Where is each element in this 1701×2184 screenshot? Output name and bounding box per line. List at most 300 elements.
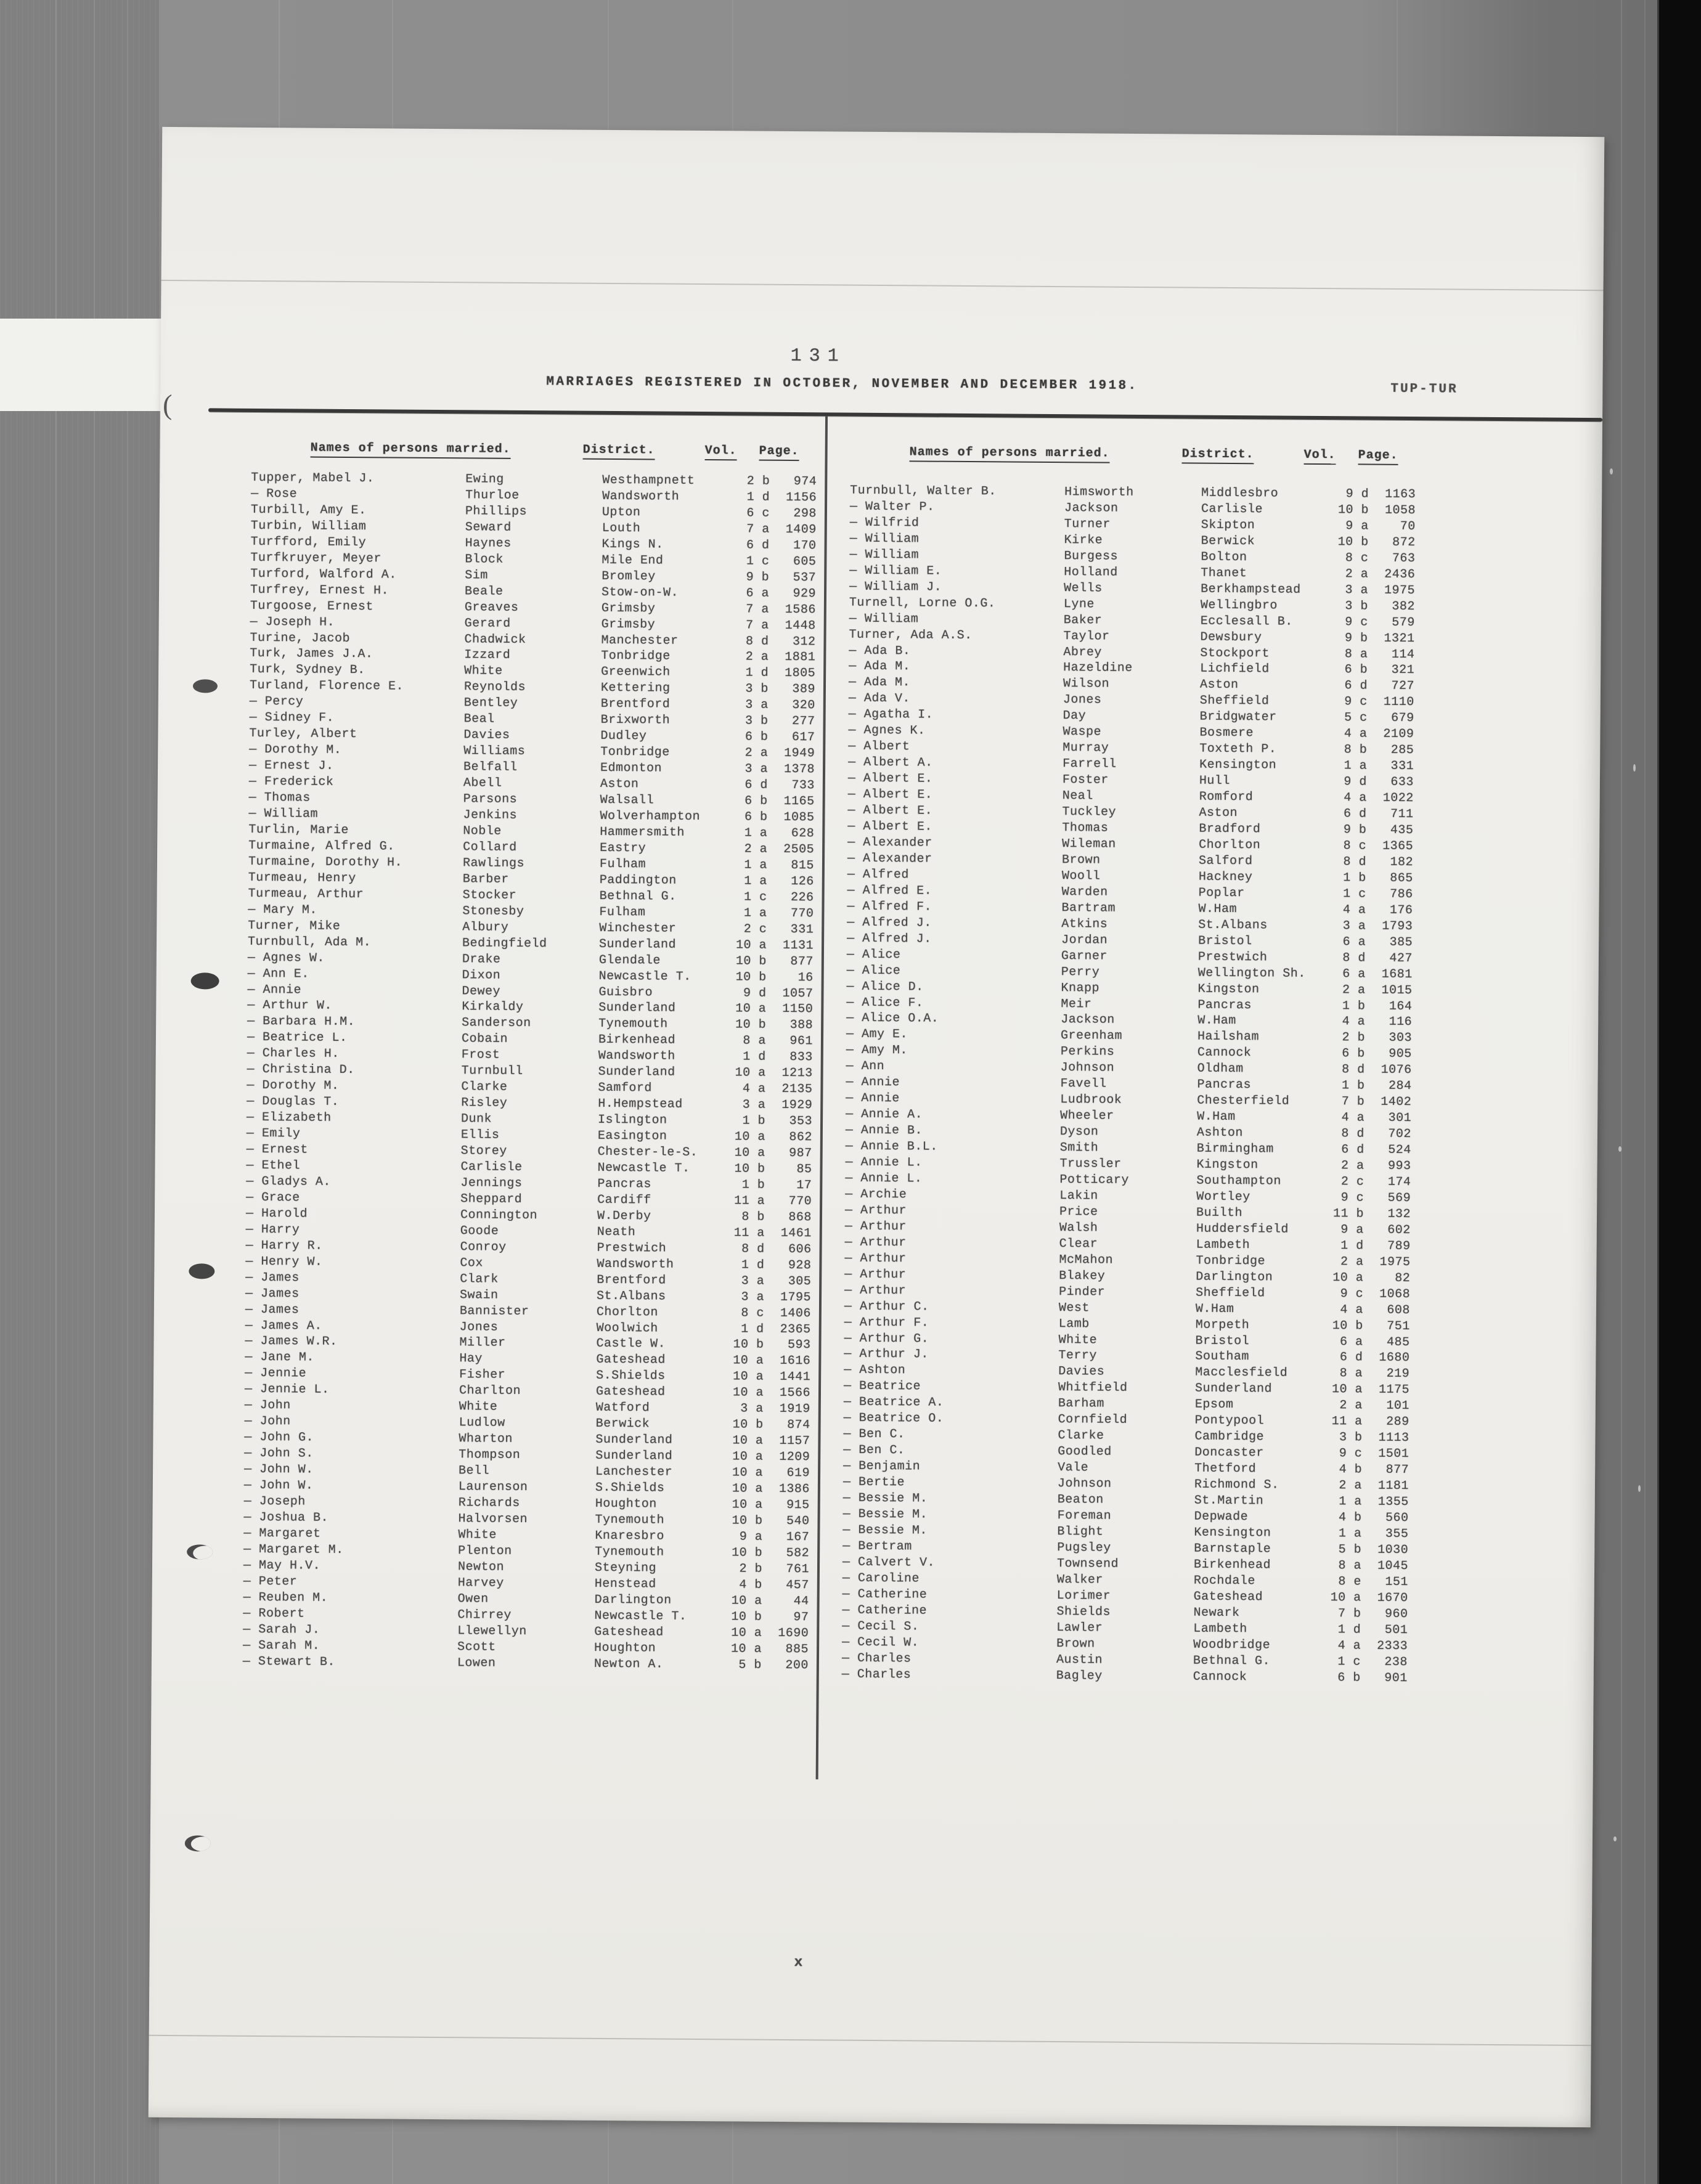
page-cell: 1670 [1377,1591,1408,1605]
surname-range-label: TUP-TUR [1390,381,1458,397]
district-cell: Prestwich [597,1241,667,1256]
page-cell: 1690 [778,1626,809,1640]
district-cell: Paddington [599,873,677,888]
volume-cell: 9 c [1339,1446,1363,1461]
volume-cell: 4 a [1340,1302,1364,1318]
name-cell: Turgoose, Ernest [250,598,373,614]
name-cell: — Alice [846,963,901,978]
volume-cell: 2 b [739,1562,763,1576]
page-cell: 560 [1385,1510,1409,1526]
binder-hole-mark [189,1263,214,1279]
spouse-surname-cell: Phillips [465,504,528,519]
record-row [243,1653,809,1673]
district-cell: Brixworth [600,713,671,728]
district-cell: W.Ham [1198,902,1238,916]
name-cell: — Grace [246,1190,300,1205]
district-cell: Pancras [597,1176,651,1192]
district-cell: Kensington [1194,1525,1271,1541]
district-cell: Woodbridge [1193,1637,1271,1653]
page-cell: 1881 [785,650,816,665]
name-cell: — William [849,547,920,563]
page-cell: 679 [1391,711,1414,726]
spouse-surname-cell: Bentley [463,696,518,711]
page-cell: 44 [793,1594,809,1608]
page-cell: 116 [1389,1015,1413,1030]
page-cell: 501 [1384,1623,1408,1637]
spouse-surname-cell: Stocker [462,888,517,903]
spouse-surname-cell: Blight [1057,1525,1104,1539]
page-cell: 602 [1387,1223,1411,1237]
spouse-surname-cell: Miller [459,1335,506,1351]
spouse-surname-cell: Connington [460,1208,538,1223]
spouse-surname-cell: Beale [464,584,504,599]
volume-cell: 3 b [744,714,769,729]
district-cell: Newcastle T. [597,1160,690,1176]
spouse-surname-cell: Abell [463,776,502,791]
district-cell: Pancras [1197,998,1252,1013]
volume-cell: 10 a [732,1481,763,1496]
page-cell: 1975 [1384,583,1416,598]
name-cell: — Beatrice [843,1379,921,1394]
page-cell: 1156 [786,490,817,505]
volume-cell: 8 a [743,1033,767,1049]
spouse-surname-cell: Thomas [1062,821,1109,836]
volume-cell: 4 b [1339,1462,1363,1477]
district-cell: Bethnal G. [599,889,677,904]
spouse-surname-cell: Noble [463,824,502,839]
name-cell: — Thomas [248,790,311,805]
district-cell: Woolwich [596,1321,658,1336]
binder-hole-mark [185,1835,211,1851]
name-cell: — Albert [848,739,910,754]
district-cell: Sunderland [598,1065,675,1080]
film-scratch [1621,0,1622,2184]
page-cell: 885 [785,1642,809,1656]
page-cell: 1975 [1379,1255,1411,1269]
name-cell: — Arthur [844,1251,907,1266]
name-cell: — Calvert V. [842,1555,936,1570]
name-cell: Turfkruyer, Meyer [250,550,382,566]
page-cell: 114 [1391,647,1415,662]
spouse-surname-cell: Smith [1059,1141,1099,1155]
binder-hole-mark [191,972,219,989]
record-row [842,1666,1408,1686]
volume-cell: 3 a [1345,583,1369,598]
volume-cell: 9 c [1340,1286,1364,1302]
spouse-surname-cell: Owen [457,1591,489,1607]
name-cell: — Ada M. [849,659,911,674]
spouse-surname-cell: Holland [1064,564,1118,580]
spouse-surname-cell: Wells [1064,581,1103,596]
spouse-surname-cell: Day [1063,709,1087,723]
name-cell: — Agnes K. [848,723,926,738]
spouse-surname-cell: McMahon [1059,1252,1114,1268]
spouse-surname-cell: Favell [1060,1077,1107,1091]
district-cell: Kettering [600,681,671,696]
district-cell: Berwick [1201,534,1255,549]
name-cell: — Bessie M. [842,1507,928,1522]
district-cell: Huddersfield [1196,1221,1289,1237]
name-cell: — Alice O.A. [846,1011,939,1027]
page-cell: 70 [1400,519,1416,534]
district-cell: Tonbridge [1196,1253,1266,1269]
volume-cell: 8 d [1341,1127,1365,1141]
volume-cell: 3 b [1339,1430,1363,1445]
district-cell: Manchester [601,633,679,648]
volume-cell: 8 d [1342,1062,1365,1077]
name-cell: — John [244,1414,291,1429]
page-cell: 284 [1388,1079,1412,1094]
district-cell: Southampton [1196,1173,1282,1189]
volume-cell: 8 a [1339,1366,1363,1381]
district-cell: Islington [597,1112,667,1128]
spouse-surname-cell: Wilson [1063,677,1110,692]
volume-cell: 2 a [744,842,768,857]
page-cell: 1076 [1381,1063,1412,1078]
page-cell: 1131 [782,938,814,953]
district-cell: Tonbridge [601,649,671,664]
spouse-surname-cell: Ewing [465,472,504,487]
name-cell: — Alfred [847,867,909,882]
spouse-surname-cell: Bannister [459,1303,529,1319]
spouse-surname-cell: Albury [462,919,509,935]
page-cell: 605 [793,554,817,569]
volume-cell: 2 a [1339,1478,1363,1493]
spouse-surname-cell: Townsend [1056,1556,1119,1571]
volume-cell: 10 b [731,1610,762,1624]
spouse-surname-cell: Storey [460,1144,507,1159]
page-cell: 1448 [785,618,816,633]
name-cell: — Caroline [842,1571,920,1586]
spouse-surname-cell: Swain [460,1287,499,1303]
page-cell: 1110 [1383,695,1414,710]
volume-cell: 1 a [744,826,768,841]
page-cell: 320 [792,698,815,713]
district-cell: Wandsworth [602,489,680,504]
page-cell: 524 [1388,1143,1411,1158]
volume-cell: 9 a [1340,1223,1364,1237]
name-cell: — Agatha I. [848,707,934,722]
name-cell: — John [244,1398,291,1413]
district-cell: Aston [1199,805,1238,821]
spouse-surname-cell: Blakey [1059,1268,1106,1284]
district-cell: Winchester [599,921,677,936]
page-cell: 606 [788,1242,812,1257]
spouse-surname-cell: Chadwick [464,632,526,647]
district-cell: Guisbro [598,985,653,1000]
volume-cell: 7 a [746,618,769,633]
volume-cell: 2 c [1340,1175,1364,1189]
volume-cell: 1 c [744,890,767,905]
page-cell: 238 [1384,1655,1408,1669]
spouse-surname-cell: Greaves [464,600,519,615]
name-cell: — Arthur C. [844,1299,929,1314]
name-cell: — Agnes W. [247,950,325,966]
volume-cell: 8 a [1344,646,1368,662]
page-cell: 457 [786,1578,809,1593]
district-cell: Gateshead [595,1385,666,1400]
district-cell: Cambridge [1194,1429,1265,1444]
page-cell: 974 [793,475,817,489]
district-cell: Tonbridge [600,745,670,760]
page-cell: 628 [791,826,815,841]
volume-cell: 9 a [1345,519,1369,534]
page-cell: 1365 [1382,839,1414,854]
page-cell: 928 [788,1258,812,1273]
volume-cell: 1 b [1342,998,1366,1014]
name-cell: — Barbara H.M. [247,1014,356,1030]
spouse-surname-cell: Neal [1062,789,1093,804]
name-cell: Turk, James J.A. [250,646,373,662]
district-cell: Henstead [594,1576,656,1592]
volume-cell: 10 a [734,1130,765,1144]
volume-cell: 10 a [731,1594,762,1608]
name-cell: — James [245,1286,300,1302]
name-cell: Turner, Ada A.S. [849,627,973,643]
page-cell: 770 [788,1194,812,1209]
name-cell: — Alice D. [846,979,924,995]
page-cell: 1181 [1377,1478,1409,1494]
spouse-surname-cell: Jackson [1061,1013,1115,1028]
spouse-surname-cell: Clear [1059,1236,1098,1252]
volume-cell: 10 b [735,1017,767,1033]
name-cell: — Archie [845,1187,907,1202]
spouse-surname-cell: Clark [460,1271,499,1287]
page-cell: 303 [1389,1031,1413,1046]
district-cell: Lichfield [1200,662,1270,677]
volume-cell: 5 b [1338,1542,1362,1557]
horizontal-rule [208,408,1602,422]
volume-cell: 1 c [1337,1654,1361,1669]
district-cell: Darlington [1196,1269,1273,1285]
name-cell: — Margaret M. [243,1542,344,1557]
name-cell: — Albert A. [848,755,933,770]
spouse-surname-cell: Davies [463,728,510,743]
volume-cell: 6 b [1344,662,1368,678]
volume-cell: 11 b [1332,1207,1364,1221]
spouse-surname-cell: Newton [457,1560,505,1575]
spouse-surname-cell: Gerard [464,616,511,631]
district-cell: Sunderland [598,1001,676,1016]
name-cell: — Arthur W. [247,998,332,1014]
volume-cell: 2 b [1342,1030,1366,1045]
name-cell: — Beatrice O. [843,1411,944,1427]
page-cell: 1157 [779,1434,810,1449]
name-cell: — Ada B. [849,643,911,658]
spouse-surname-cell: Foreman [1057,1509,1112,1523]
page-cell: 915 [786,1497,810,1513]
name-cell: — Alice [846,947,901,962]
spouse-surname-cell: Jordan [1061,932,1108,948]
spouse-surname-cell: Price [1059,1204,1098,1220]
film-speck [1638,1485,1641,1492]
volume-cell: 6 a [746,586,770,601]
name-cell: — Harold [245,1206,308,1221]
volume-cell: 6 d [744,778,768,793]
name-cell: — Walter P. [849,499,935,515]
district-cell: Berkhampstead [1201,582,1301,597]
spouse-surname-cell: Greenham [1060,1029,1123,1044]
district-cell: Salford [1198,854,1253,869]
page-cell: 2436 [1384,567,1416,582]
page-cell: 877 [1385,1462,1409,1478]
district-cell: Chorlton [1199,837,1261,853]
volume-cell: 3 b [745,682,769,697]
paper-crease [161,280,1604,291]
name-cell: — Joseph [243,1494,306,1509]
volume-cell: 6 c [746,506,770,521]
page-cell: 872 [1392,535,1416,550]
page-cell: 1378 [783,762,815,777]
spouse-surname-cell: Seward [465,520,512,535]
district-cell: Carlisle [1201,502,1263,517]
volume-cell: 6 a [1339,1334,1363,1350]
margin-paren-mark: ( [162,388,173,420]
footer-mark: x [794,1954,803,1971]
spouse-surname-cell: Bell [459,1464,490,1478]
volume-cell: 2 a [745,650,769,665]
district-cell: Newton A. [594,1656,664,1672]
district-cell: Houghton [594,1640,656,1656]
film-speck [1613,1836,1617,1841]
volume-cell: 2 a [1342,982,1366,998]
name-cell: — John S. [244,1446,314,1461]
page-cell: 1795 [780,1290,812,1305]
spouse-surname-cell: Beal [463,712,495,727]
spouse-surname-cell: Garner [1061,948,1108,964]
volume-cell: 6 d [1344,678,1368,693]
page-cell: 905 [1389,1047,1412,1062]
district-cell: Sunderland [595,1448,673,1464]
page-number: 131 [790,345,846,367]
volume-cell: 9 d [1345,487,1369,502]
page-cell: 2505 [783,842,815,857]
district-cell: Prestwich [1197,950,1268,965]
volume-cell: 8 c [1345,551,1369,566]
page-cell: 312 [792,634,816,649]
page-cell: 727 [1391,679,1415,694]
volume-cell: 10 a [731,1625,762,1640]
spouse-surname-cell: Jenkins [463,808,518,823]
name-cell: — Jennie L. [244,1382,330,1398]
name-cell: — Christina D. [247,1062,355,1078]
page-cell: 301 [1388,1110,1412,1126]
name-cell: Turnell, Lorne O.G. [849,595,996,611]
name-cell: — Ada M. [848,675,911,690]
name-cell: — Arthur F. [844,1315,929,1330]
district-cell: Newcastle T. [598,969,691,984]
spouse-surname-cell: Cox [460,1255,484,1271]
page-cell: 1085 [783,810,815,825]
district-cell: Edmonton [600,761,663,776]
district-cell: Macclesfield [1195,1366,1288,1381]
spouse-surname-cell: White [458,1528,497,1542]
volume-cell: 6 b [744,730,769,745]
column-header-page: Page. [1358,448,1398,465]
name-cell: — Ernest J. [248,759,334,773]
page-cell: 353 [789,1114,813,1129]
spouse-surname-cell: Lowen [457,1655,496,1671]
name-cell: — Beatrice L. [247,1030,348,1046]
district-cell: Kingston [1197,982,1260,996]
spouse-surname-cell: Atkins [1061,916,1108,932]
name-cell: — Arthur [844,1219,907,1234]
volume-cell: 1 a [1339,1494,1362,1509]
name-cell: — James [245,1270,300,1286]
district-cell: Bromley [602,569,656,584]
page-cell: 1213 [781,1066,813,1081]
spouse-surname-cell: Dewey [462,984,501,999]
page-cell: 1501 [1378,1446,1409,1462]
volume-cell: 10 a [732,1433,764,1448]
page-cell: 761 [786,1562,810,1577]
spouse-surname-cell: Risley [461,1096,508,1110]
name-cell: — Elizabeth [247,1110,332,1125]
volume-cell: 8 d [741,1242,765,1257]
name-cell: — Ernest [246,1142,308,1157]
page-cell: 569 [1387,1191,1411,1205]
name-cell: Turnbull, Walter B. [850,483,997,499]
page-cell: 176 [1389,903,1413,918]
name-cell: — Cecil W. [842,1635,920,1650]
district-cell: Stockport [1200,646,1270,661]
page-cell: 164 [1389,999,1413,1014]
page-cell: 593 [787,1338,811,1353]
district-cell: Romford [1199,789,1254,805]
district-cell: Grimsby [601,617,656,632]
spouse-surname-cell: Jackson [1064,501,1119,516]
district-cell: Kensington [1199,757,1277,773]
name-cell: — Alexander [847,851,932,866]
spouse-surname-cell: Frost [461,1048,500,1063]
district-cell: Fulham [599,905,646,920]
district-cell: Darlington [594,1592,672,1608]
volume-cell: 9 c [1344,695,1368,709]
district-cell: Stow-on-W. [601,585,679,600]
district-cell: Newark [1193,1605,1240,1620]
volume-cell: 9 c [1340,1191,1364,1205]
column-header-page: Page. [759,444,799,461]
paper-crease [149,2035,1591,2046]
spouse-surname-cell: Whitfield [1058,1380,1128,1396]
column-divider-line [816,416,828,1779]
spouse-surname-cell: Fisher [459,1367,506,1383]
district-cell: Wellingbro [1200,598,1278,613]
name-cell: — Benjamin [843,1459,921,1474]
district-cell: W.Derby [597,1208,651,1224]
district-cell: Morpeth [1195,1318,1250,1332]
volume-cell: 10 b [1332,1318,1363,1334]
page-cell: 1321 [1384,631,1415,646]
page-cell: 1163 [1385,487,1416,502]
name-cell: — William E. [849,563,942,579]
spouse-surname-cell: Harvey [457,1576,504,1591]
name-cell: — Alfred J. [847,915,932,931]
volume-cell: 11 a [734,1194,765,1208]
volume-cell: 10 a [1331,1382,1363,1397]
name-cell: Turley, Albert [249,727,357,742]
spouse-surname-cell: Ellis [460,1128,500,1143]
page-cell: 868 [788,1210,812,1225]
spouse-surname-cell: Kirke [1064,532,1103,548]
page-cell: 1057 [782,986,814,1001]
district-cell: Cardiff [597,1192,651,1208]
district-cell: Gateshead [594,1624,664,1640]
name-cell: — Rose [251,486,298,502]
name-cell: — Joseph H. [250,614,335,630]
district-cell: W.Ham [1195,1302,1234,1316]
district-cell: Grimsby [601,601,656,616]
